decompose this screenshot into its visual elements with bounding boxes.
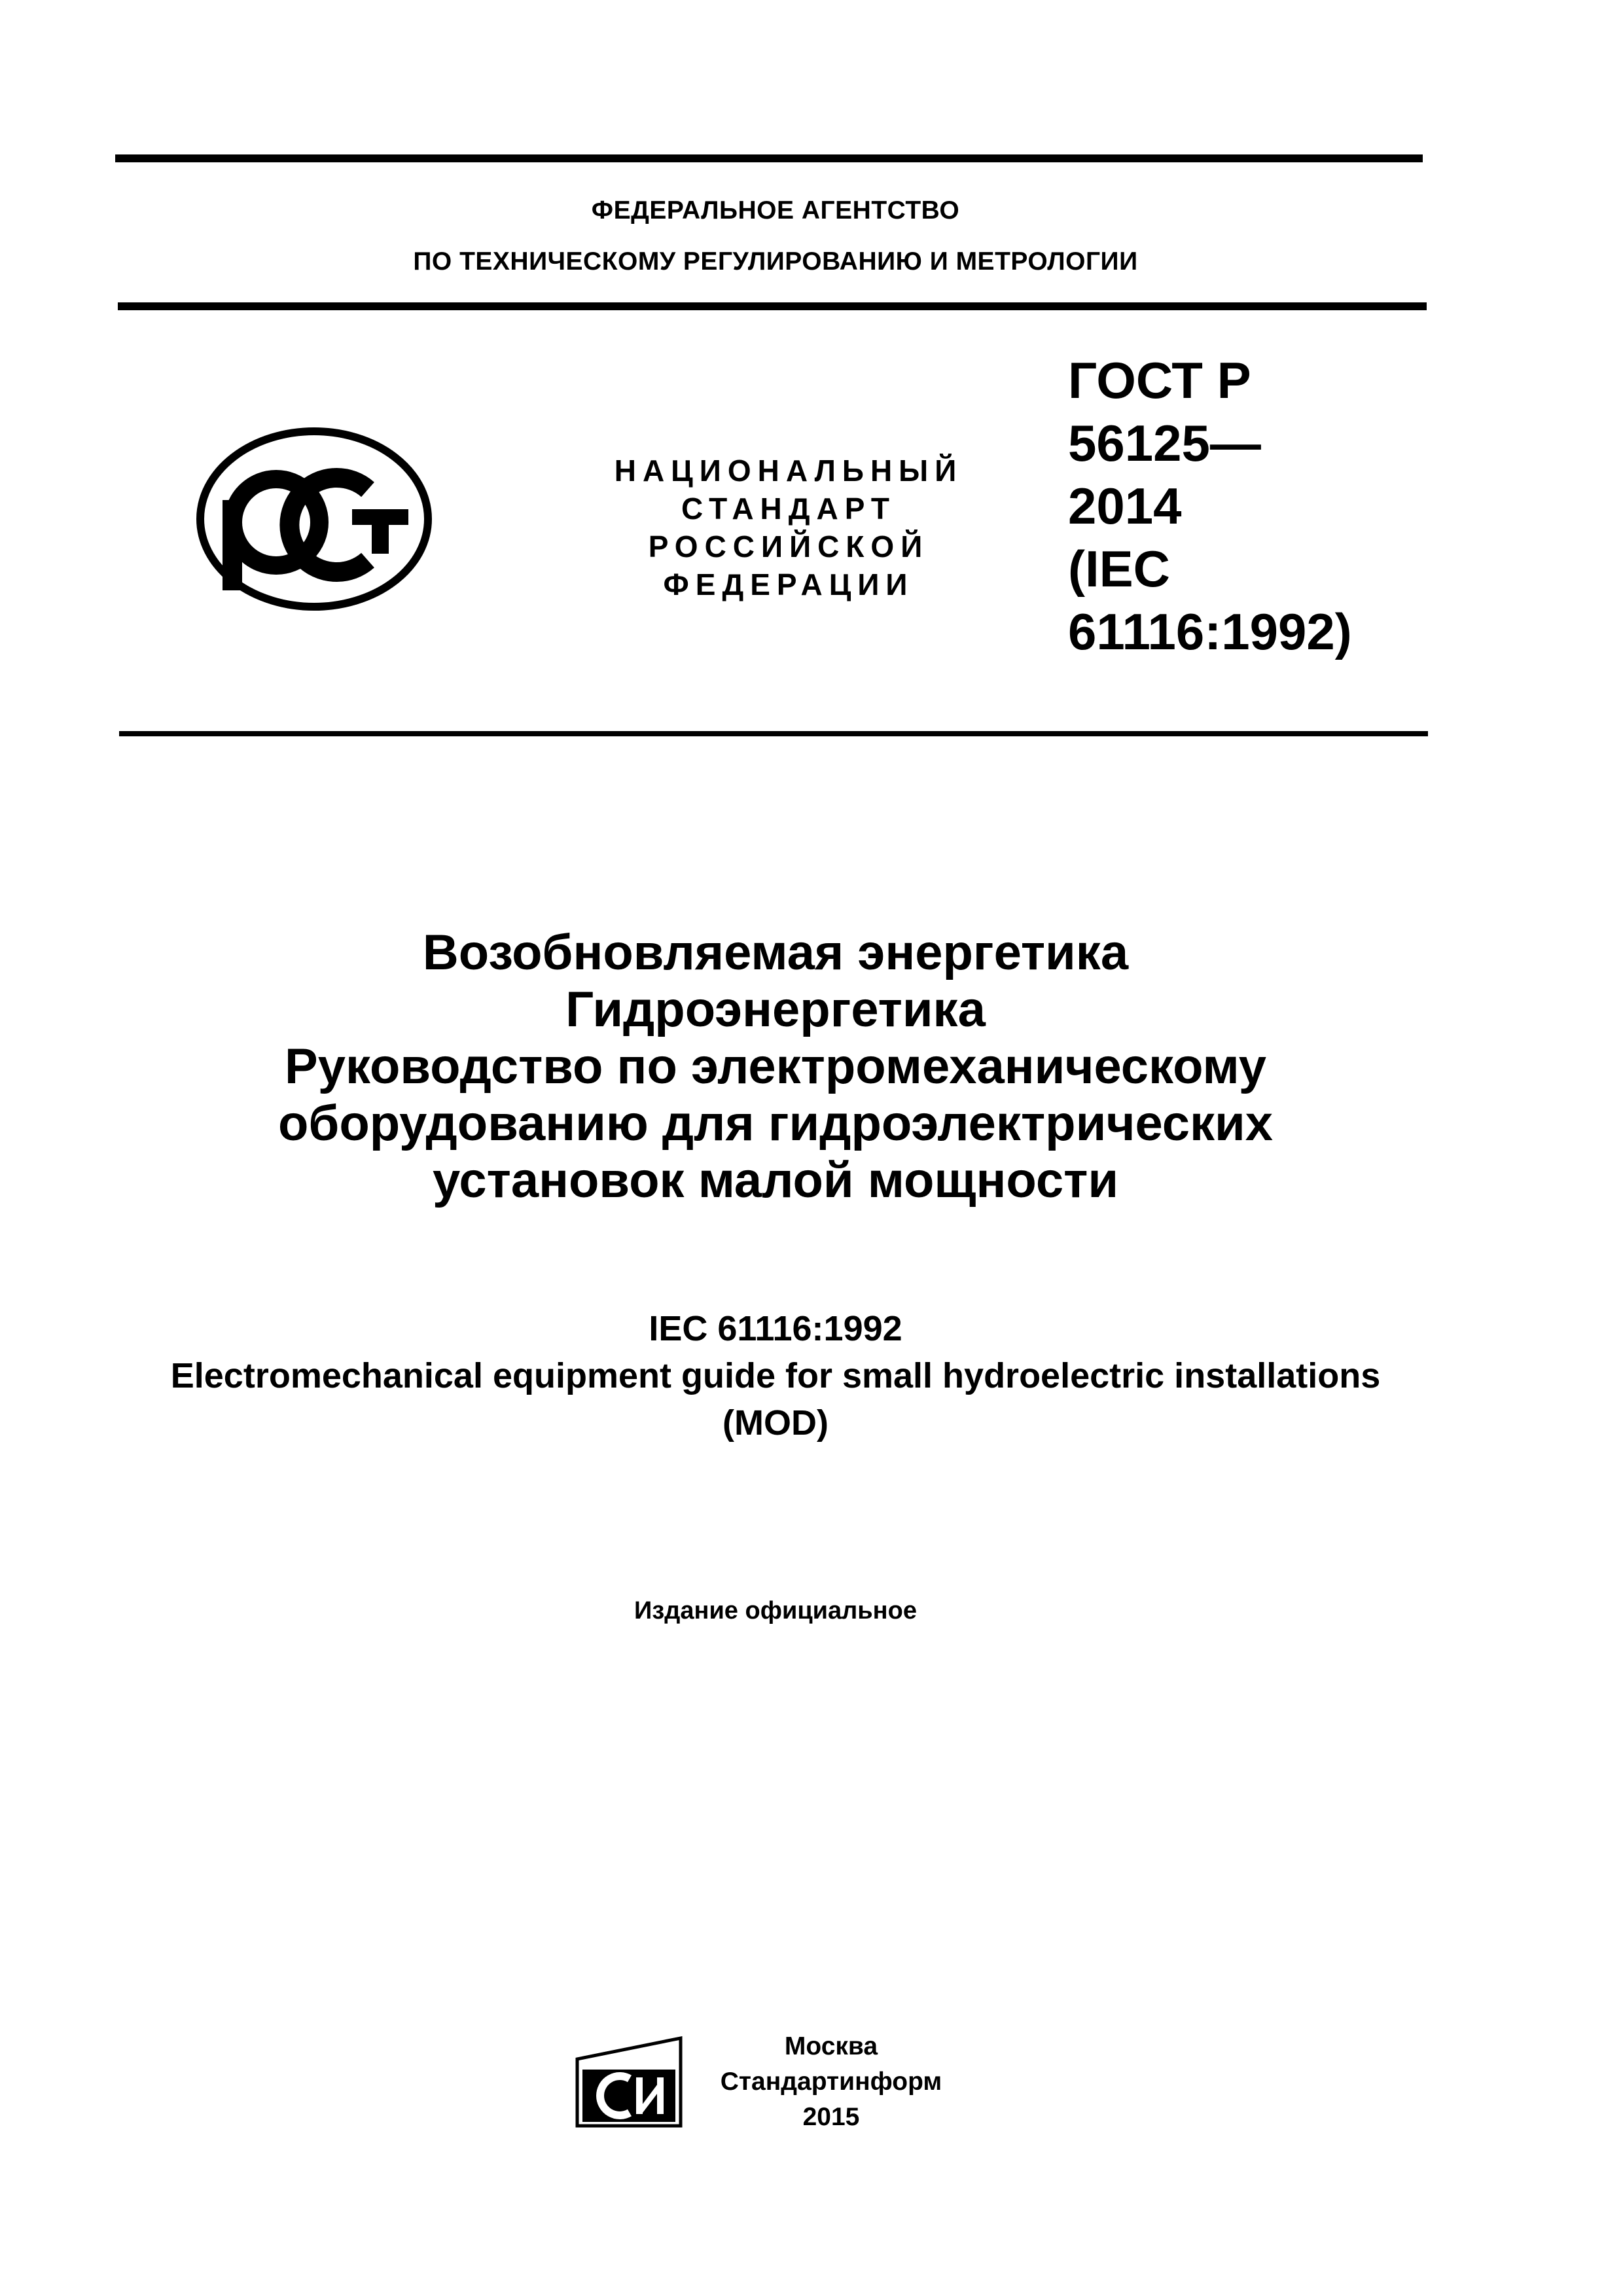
designation-line: 56125— [1068, 414, 1261, 472]
title-ru-line: Гидроэнергетика [565, 982, 986, 1037]
section-rule [119, 731, 1428, 736]
document-title-russian [0, 924, 1551, 1209]
national-standard-line: СТАНДАРТ [681, 492, 896, 526]
title-ru-line: установок малой мощности [432, 1153, 1119, 1208]
title-en-line: IEC 61116:1992 [649, 1309, 902, 1348]
edition-label: Издание официальное [634, 1597, 917, 1624]
publisher-imprint [694, 2029, 969, 2135]
designation-line: (IEC [1068, 540, 1170, 598]
imprint-publisher: Стандартинформ [720, 2068, 942, 2096]
designation-line: 61116:1992) [1068, 603, 1352, 660]
standartinform-logo-icon [573, 2036, 685, 2128]
designation-line: 2014 [1068, 477, 1182, 535]
document-title-english [0, 1305, 1551, 1446]
national-standard-label [592, 452, 985, 603]
agency-name-line-1: ФЕДЕРАЛЬНОЕ АГЕНТСТВО [591, 196, 960, 224]
agency-name-line-2: ПО ТЕХНИЧЕСКОМУ РЕГУЛИРОВАНИЮ И МЕТРОЛОГИИ [413, 247, 1138, 276]
imprint-year: 2015 [802, 2103, 860, 2131]
standard-designation [1068, 349, 1352, 663]
title-en-line: (MOD) [722, 1403, 829, 1443]
imprint-city: Москва [784, 2032, 878, 2060]
national-standard-line: РОССИЙСКОЙ [648, 529, 929, 564]
title-ru-line: оборудованию для гидроэлектрических [277, 1096, 1274, 1151]
top-rule [115, 154, 1423, 162]
title-ru-line: Возобновляемая энергетика [422, 925, 1129, 980]
title-ru-line: Руководство по электромеханическому [285, 1039, 1266, 1094]
national-standard-line: НАЦИОНАЛЬНЫЙ [614, 454, 963, 488]
gost-rst-logo-icon [196, 427, 432, 611]
designation-line: ГОСТ Р [1068, 351, 1251, 409]
header-rule [118, 302, 1427, 310]
title-en-line: Electromechanical equipment guide for small hydroelectric installations [170, 1356, 1381, 1395]
national-standard-line: ФЕДЕРАЦИИ [663, 567, 914, 601]
